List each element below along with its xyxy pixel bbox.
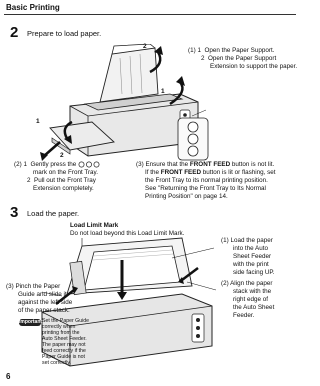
step-2-caption-2d: Extension completely. bbox=[33, 185, 94, 192]
step-3-caption-2a: (2) Align the paper bbox=[221, 280, 273, 287]
step-2-caption-3a: (3) Ensure that the FRONT FEED button is not lit. bbox=[136, 161, 275, 168]
step-3-title: Load the paper. bbox=[27, 209, 80, 218]
step-3-number: 3 bbox=[10, 204, 19, 221]
important-note-text: Set the Paper Guide correctly when printing from the Auto Sheet Feeder. The paper may not feed correctly if the Paper Guide is not set correctly. bbox=[42, 318, 90, 366]
important-note-icon: Important bbox=[19, 319, 43, 325]
page-number: 6 bbox=[6, 372, 11, 381]
step-2-number: 2 bbox=[10, 24, 19, 41]
step-2-caption-2c: 2 Pull out the Front Tray bbox=[27, 177, 96, 184]
callout-2-bottom: 2 bbox=[60, 152, 64, 159]
callout-2-top: 2 bbox=[143, 43, 147, 50]
step-3-caption-2c: right edge of bbox=[233, 296, 269, 303]
step-3-caption-1c: Sheet Feeder bbox=[233, 253, 272, 260]
load-limit-mark-text: Do not load beyond this Load Limit Mark. bbox=[70, 230, 185, 237]
section-header: Basic Printing bbox=[6, 3, 60, 12]
step-2-title: Prepare to load paper. bbox=[27, 29, 102, 38]
step-3-caption-2d: the Auto Sheet bbox=[233, 304, 275, 311]
step-2-caption-3e: Printing Position" on page 14. bbox=[145, 193, 228, 200]
step-2-caption-3c: the Front Tray to its normal printing position. bbox=[145, 177, 268, 184]
step-3-caption-2e: Feeder. bbox=[233, 312, 255, 319]
step-2-caption-1c: Extension to support the paper. bbox=[210, 63, 298, 70]
load-limit-mark-title: Load Limit Mark bbox=[70, 222, 119, 229]
step-3-caption-1a: (1) Load the paper bbox=[221, 237, 273, 244]
step-2-caption-1a: (1) 1 Open the Paper Support. bbox=[188, 47, 275, 54]
step-3-caption-3b: Guide and slide it bbox=[18, 291, 67, 298]
step-3-caption-2b: stack with the bbox=[233, 288, 272, 295]
step-2-caption-1b: 2 Open the Paper Support bbox=[201, 55, 277, 62]
callout-1-bottom: 1 bbox=[36, 118, 40, 125]
callout-1-top: 1 bbox=[161, 88, 165, 95]
step-2-caption-3d: See "Returning the Front Tray to Its Normal bbox=[145, 185, 266, 192]
step-2-caption-3b: If the FRONT FEED button is lit or flashing, set bbox=[145, 169, 276, 176]
press-mark-icon bbox=[78, 161, 100, 168]
header-rule bbox=[4, 14, 296, 15]
step-3-caption-1d: with the print bbox=[233, 261, 269, 268]
front-feed-button-panel bbox=[176, 116, 210, 162]
step-2-caption-2b: mark on the Front Tray. bbox=[33, 169, 98, 176]
step-3-caption-1b: into the Auto bbox=[233, 245, 269, 252]
step-3-caption-3c: against the left side bbox=[18, 299, 73, 306]
step-3-caption-3a: (3) Pinch the Paper bbox=[6, 283, 61, 290]
step-3-caption-1e: side facing UP. bbox=[233, 269, 275, 276]
step-3-caption-3d: of the paper stack. bbox=[18, 307, 70, 314]
step-2-caption-2a: (2) 1 Gently press the bbox=[14, 161, 77, 168]
